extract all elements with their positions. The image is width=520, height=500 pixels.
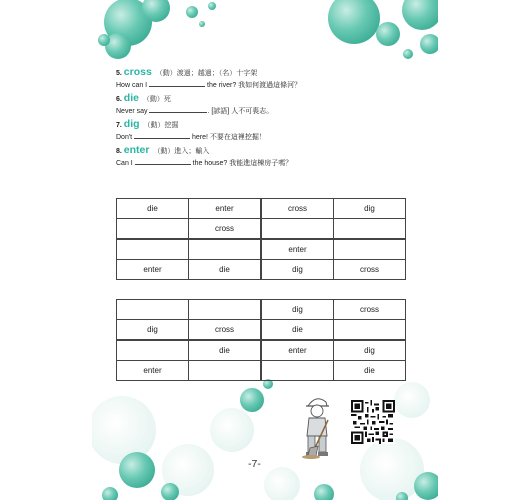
vocab-word: dig xyxy=(123,118,140,130)
grid-cell[interactable]: enter xyxy=(261,239,334,260)
grid-cell[interactable]: die xyxy=(189,340,262,361)
qr-code[interactable] xyxy=(351,400,395,444)
digging-worker-illustration xyxy=(298,390,344,460)
grid-cell[interactable]: dig xyxy=(334,199,406,219)
grid-cell[interactable]: enter xyxy=(117,361,189,381)
grid-cell[interactable] xyxy=(189,300,262,320)
sentence-end: here! 不要在這裡挖掘！ xyxy=(192,134,266,141)
vocab-word: die xyxy=(123,92,139,104)
sentence-start: Can I xyxy=(116,160,133,167)
example-sentence xyxy=(116,157,426,170)
entry-number: 5. xyxy=(116,70,122,77)
vocab-entry-cross xyxy=(116,66,426,79)
grid-cell[interactable] xyxy=(117,340,189,361)
vocab-word: enter xyxy=(123,144,150,156)
answer-blank[interactable] xyxy=(149,106,207,113)
vocab-word: cross xyxy=(123,66,152,78)
entry-number: 8. xyxy=(116,148,122,155)
workbook-page xyxy=(92,0,438,500)
grid-row xyxy=(117,239,406,260)
example-sentence xyxy=(116,105,426,118)
grid-row xyxy=(117,300,406,320)
grid-cell[interactable]: cross xyxy=(334,300,406,320)
grid-row xyxy=(117,219,406,240)
grid-cell[interactable] xyxy=(117,239,189,260)
example-sentence xyxy=(116,131,426,144)
grid-row xyxy=(117,199,406,219)
sentence-start: Don't xyxy=(116,134,133,141)
grid-cell[interactable]: dig xyxy=(334,340,406,361)
grid-cell[interactable]: dig xyxy=(261,300,334,320)
example-sentence xyxy=(116,79,426,92)
answer-blank[interactable] xyxy=(149,80,205,87)
grid-cell[interactable]: die xyxy=(261,320,334,341)
page-number: -7- xyxy=(248,458,261,470)
answer-blank[interactable] xyxy=(134,132,190,139)
grid-row xyxy=(117,260,406,280)
entry-number: 6. xyxy=(116,96,122,103)
grid-cell[interactable] xyxy=(261,361,334,381)
grid-cell[interactable]: die xyxy=(334,361,406,381)
entry-number: 7. xyxy=(116,122,122,129)
answer-blank[interactable] xyxy=(135,158,191,165)
vocab-definition: （動）進入；輸入 xyxy=(153,148,210,155)
sudoku-grid-1 xyxy=(116,198,406,280)
grid-cell[interactable]: cross xyxy=(189,219,262,240)
grid-cell[interactable]: dig xyxy=(261,260,334,280)
grid-cell[interactable] xyxy=(261,219,334,240)
grid-cell[interactable] xyxy=(189,361,262,381)
sentence-end: . [諺語] 人不可喪志。 xyxy=(207,108,274,115)
vocab-entry-dig xyxy=(116,118,426,131)
grid-cell[interactable]: cross xyxy=(261,199,334,219)
sentence-end: the river? 我如何渡過這條河？ xyxy=(207,82,302,89)
vocab-definition: （動）挖掘 xyxy=(143,122,179,129)
grid-cell[interactable]: die xyxy=(189,260,262,280)
grid-cell[interactable]: dig xyxy=(117,320,189,341)
grid-cell[interactable] xyxy=(334,219,406,240)
vocab-entry-die xyxy=(116,92,426,105)
grid-cell[interactable] xyxy=(334,320,406,341)
sentence-end: the house? 我能進這棟房子嗎？ xyxy=(192,160,293,167)
vocabulary-list xyxy=(116,66,426,170)
grid-row xyxy=(117,361,406,381)
grid-cell[interactable] xyxy=(117,219,189,240)
grid-cell[interactable]: die xyxy=(117,199,189,219)
vocab-definition: （動）渡過；越過；（名）十字架 xyxy=(155,70,258,77)
grid-cell[interactable]: cross xyxy=(189,320,262,341)
grid-cell[interactable] xyxy=(334,239,406,260)
vocab-entry-enter xyxy=(116,144,426,157)
grid-cell[interactable]: enter xyxy=(261,340,334,361)
sentence-start: How can I xyxy=(116,82,148,89)
grid-cell[interactable]: enter xyxy=(117,260,189,280)
grid-cell[interactable]: cross xyxy=(334,260,406,280)
grid-cell[interactable] xyxy=(117,300,189,320)
sentence-start: Never say xyxy=(116,108,148,115)
sudoku-grid-2 xyxy=(116,299,406,381)
grid-cell[interactable]: enter xyxy=(189,199,262,219)
grid-row xyxy=(117,320,406,341)
grid-row xyxy=(117,340,406,361)
grid-cell[interactable] xyxy=(189,239,262,260)
vocab-definition: （動）死 xyxy=(142,96,171,103)
